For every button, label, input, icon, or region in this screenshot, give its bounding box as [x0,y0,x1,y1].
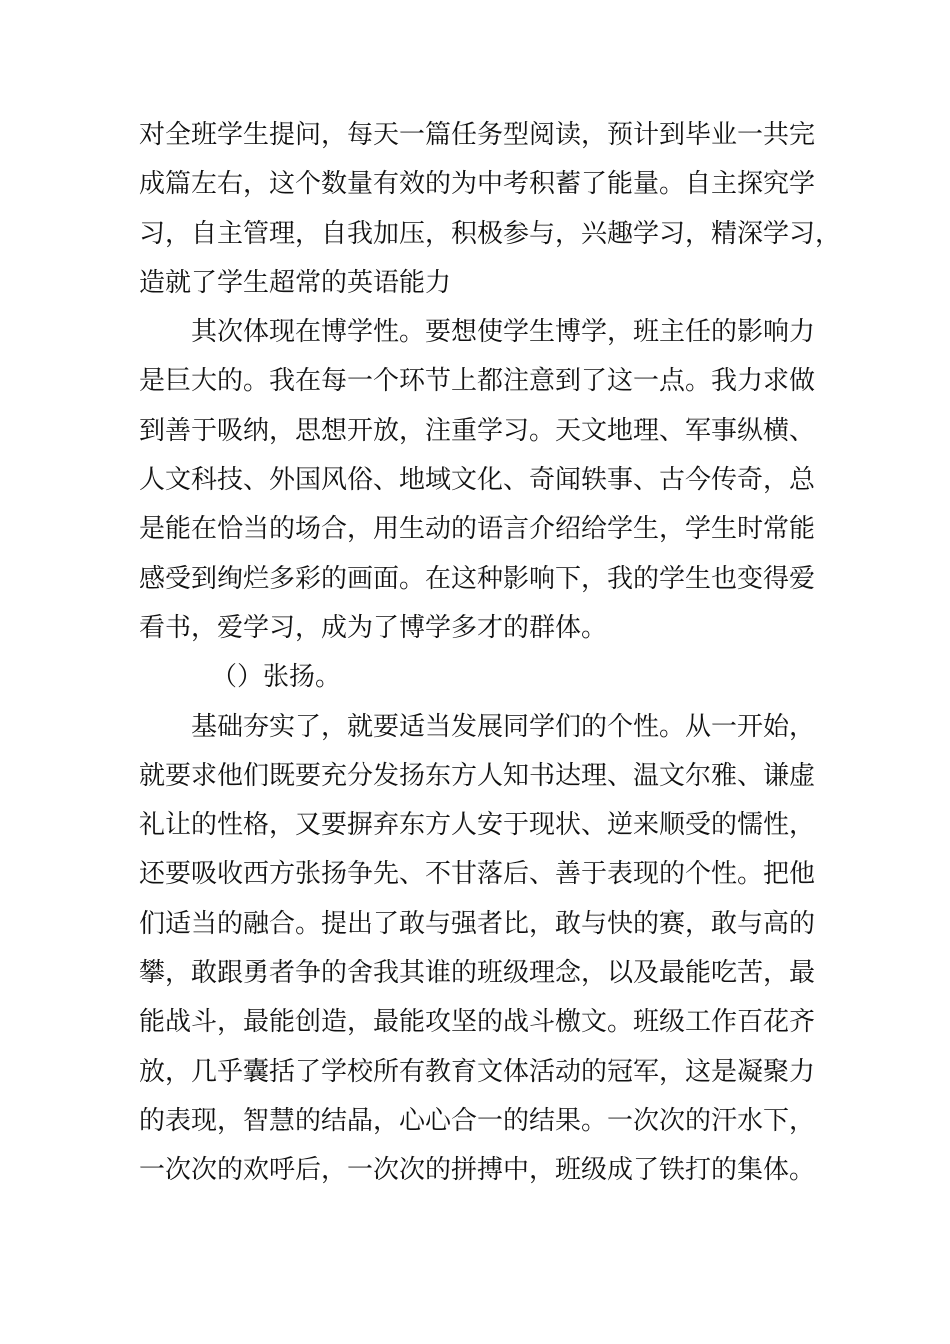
text-line: 能战斗，最能创造，最能攻坚的战斗檄文。班级工作百花齐 [139,1007,816,1038]
text-line: 看书，爱学习，成为了博学多才的群体。 [139,612,608,643]
text-line: 习，自主管理，自我加压，积极参与，兴趣学习，精深学习， [139,218,842,249]
paragraph-first-line: 基础夯实了，就要适当发展同学们的个性。从一开始， [191,711,816,742]
text-line: 一次次的欢呼后，一次次的拼搏中，班级成了铁打的集体。 [139,1155,816,1186]
text-line: 造就了学生超常的英语能力 [139,267,452,298]
text-line: 礼让的性格，又要摒弃东方人安于现状、逆来顺受的懦性， [139,810,816,841]
text-line: 还要吸收西方张扬争先、不甘落后、善于表现的个性。把他 [139,859,816,890]
text-line: 攀，敢跟勇者争的舍我其谁的班级理念，以及最能吃苦，最 [139,958,816,989]
text-line: 到善于吸纳，思想开放，注重学习。天文地理、军事纵横、 [139,415,816,446]
text-line: 是巨大的。我在每一个环节上都注意到了这一点。我力求做 [139,366,816,397]
text-line: 成篇左右，这个数量有效的为中考积蓄了能量。自主探究学 [139,169,816,200]
text-line: 人文科技、外国风俗、地域文化、奇闻轶事、古今传奇，总 [139,465,816,496]
text-line: 对全班学生提问，每天一篇任务型阅读，预计到毕业一共完 [139,120,816,150]
text-line: 放，几乎囊括了学校所有教育文体活动的冠军，这是凝聚力 [139,1056,816,1087]
paragraph-first-line: 其次体现在博学性。要想使学生博学，班主任的影响力 [191,317,816,348]
text-line: 就要求他们既要充分发扬东方人知书达理、温文尔雅、谦虚 [139,760,816,791]
text-line: 是能在恰当的场合，用生动的语言介绍给学生，学生时常能 [139,514,816,545]
text-line: 的表现，智慧的结晶，心心合一的结果。一次次的汗水下， [139,1105,816,1136]
body-text [139,111,842,1196]
text-line: 感受到绚烂多彩的画面。在这种影响下，我的学生也变得爱 [139,563,816,594]
section-heading: （）张扬。 [211,662,342,693]
text-line: 们适当的融合。提出了敢与强者比，敢与快的赛，敢与高的 [139,908,816,939]
